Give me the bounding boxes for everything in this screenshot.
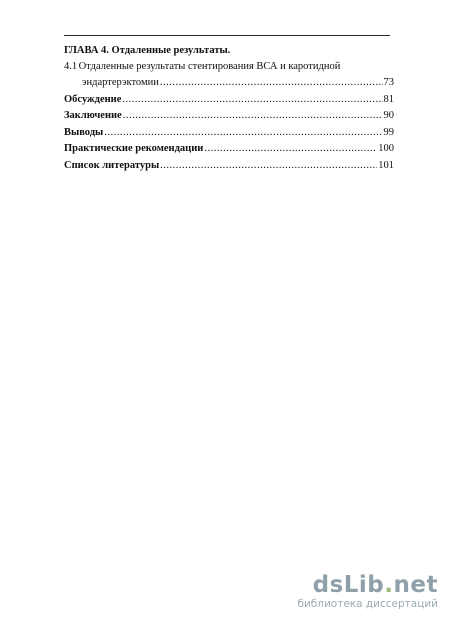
- dot-leader: [160, 75, 383, 92]
- subsection-title: Отдаленные результаты стентирования ВСА и каротидной: [78, 61, 341, 72]
- subsection-title-line: [64, 59, 394, 75]
- toc-entry: [64, 125, 394, 142]
- toc-entry-label: Заключение: [64, 110, 122, 121]
- toc-entry-label: Список литературы: [64, 159, 160, 171]
- page-number: 101: [378, 159, 394, 171]
- page-number: 90: [383, 110, 394, 121]
- dot-leader: [204, 141, 377, 158]
- toc-entry: [64, 92, 394, 109]
- toc-entry-subsection: [64, 75, 394, 92]
- dot-leader: [122, 92, 382, 109]
- dot-leader: [104, 125, 382, 142]
- toc-entry: [64, 108, 394, 125]
- page-number: 73: [383, 77, 394, 88]
- toc-entry-label: Практические рекомендации: [64, 143, 204, 154]
- watermark-logo-tld: net: [393, 572, 438, 598]
- watermark-logo-main: dsLib: [312, 572, 385, 598]
- watermark-logo-dot: .: [384, 572, 394, 598]
- watermark-tagline: библиотека диссертаций: [297, 598, 438, 610]
- toc-entry-label: Обсуждение: [64, 93, 122, 105]
- toc-entry-label: Выводы: [64, 126, 104, 138]
- toc-entry: [64, 158, 394, 175]
- table-of-contents: [64, 43, 394, 174]
- subsection-title-continued: эндартерэктомии: [82, 77, 159, 88]
- chapter-title: ГЛАВА 4. Отдаленные результаты.: [64, 45, 231, 56]
- page-number: 81: [383, 93, 394, 105]
- top-rule: [64, 35, 390, 36]
- watermark-logo: [297, 572, 438, 598]
- subsection-number: 4.1: [64, 61, 78, 72]
- watermark: [297, 572, 438, 611]
- page-number: 99: [383, 126, 394, 138]
- page-number: 100: [378, 143, 394, 154]
- dot-leader: [123, 108, 383, 125]
- toc-entry: [64, 141, 394, 158]
- dot-leader: [160, 158, 377, 175]
